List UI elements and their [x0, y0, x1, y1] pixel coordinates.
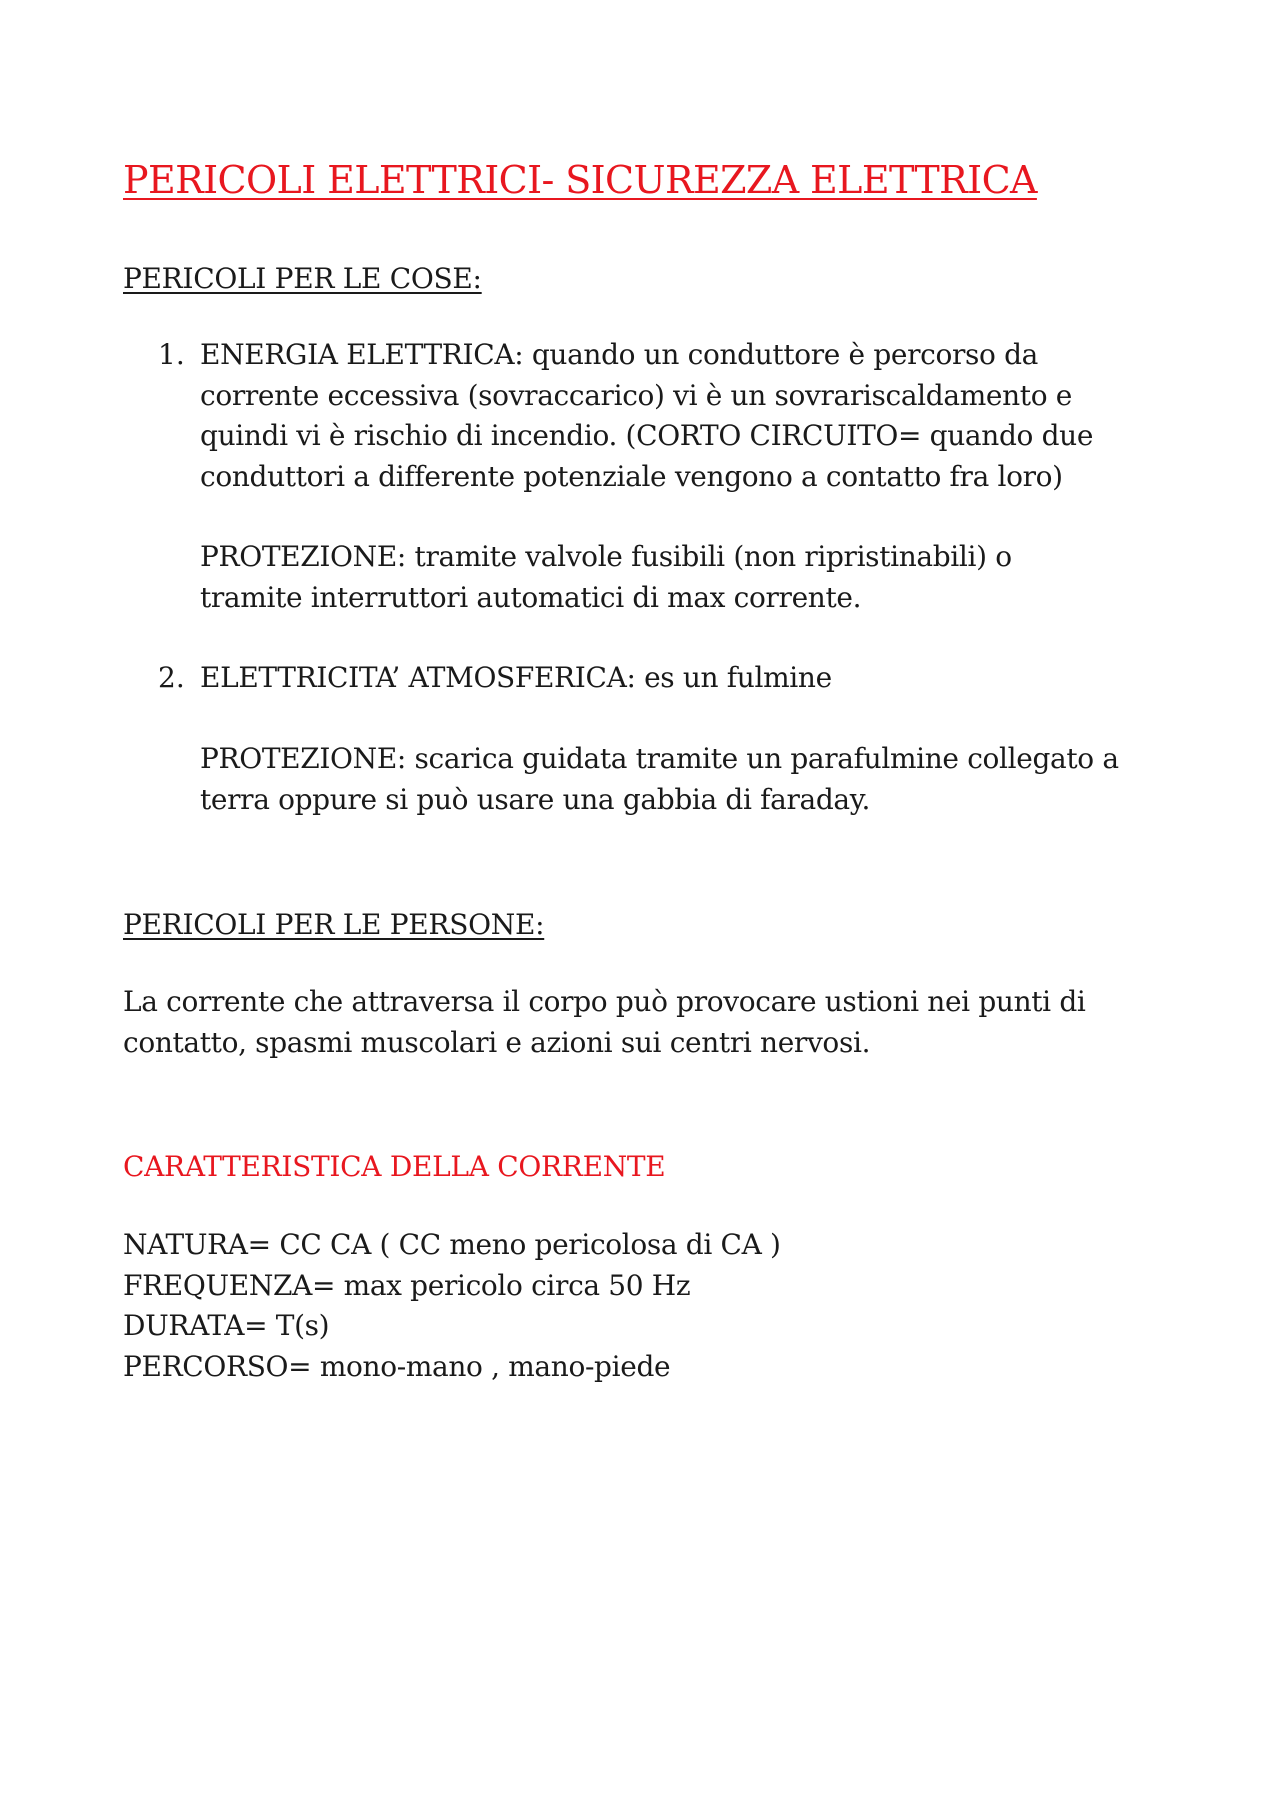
item-1-protection-line-1: PROTEZIONE: tramite valvole fusibili (non ripristinabili) o: [200, 540, 1012, 573]
persone-line-2: contatto, spasmi muscolari e azioni sui centri nervosi.: [123, 1025, 871, 1059]
persone-line-1: La corrente che attraversa il corpo può provocare ustioni nei punti di: [123, 985, 1086, 1018]
list-number-1: 1.: [158, 338, 185, 371]
section-heading-corrente: CARATTERISTICA DELLA CORRENTE: [123, 1150, 666, 1183]
section-heading-persone: PERICOLI PER LE PERSONE:: [123, 908, 545, 941]
corrente-line-durata: DURATA= T(s): [123, 1309, 330, 1342]
item-2-line-1: ELETTRICITA’ ATMOSFERICA: es un fulmine: [200, 661, 832, 694]
item-2-protection-line-2: terra oppure si può usare una gabbia di faraday.: [200, 782, 871, 816]
item-1-line-3: quindi vi è rischio di incendio. (CORTO CIRCUITO= quando due: [200, 419, 1094, 452]
item-1-protection-line-2: tramite interruttori automatici di max corrente.: [200, 580, 862, 614]
corrente-line-frequenza: FREQUENZA= max pericolo circa 50 Hz: [123, 1268, 691, 1302]
item-1-line-4: conduttori a differente potenziale vengono a contatto fra loro): [200, 459, 1063, 493]
item-1-line-2: corrente eccessiva (sovraccarico) vi è un sovrariscaldamento e: [200, 378, 1072, 412]
corrente-line-percorso: PERCORSO= mono-mano , mano-piede: [123, 1349, 671, 1383]
corrente-line-natura: NATURA= CC CA ( CC meno pericolosa di CA ): [123, 1228, 781, 1261]
list-number-2: 2.: [158, 661, 185, 694]
item-1-line-1: ENERGIA ELETTRICA: quando un conduttore è percorso da: [200, 338, 1039, 371]
document-title: PERICOLI ELETTRICI- SICUREZZA ELETTRICA: [123, 158, 1037, 202]
item-2-protection-line-1: PROTEZIONE: scarica guidata tramite un parafulmine collegato a: [200, 742, 1119, 775]
section-heading-cose: PERICOLI PER LE COSE:: [123, 262, 482, 295]
